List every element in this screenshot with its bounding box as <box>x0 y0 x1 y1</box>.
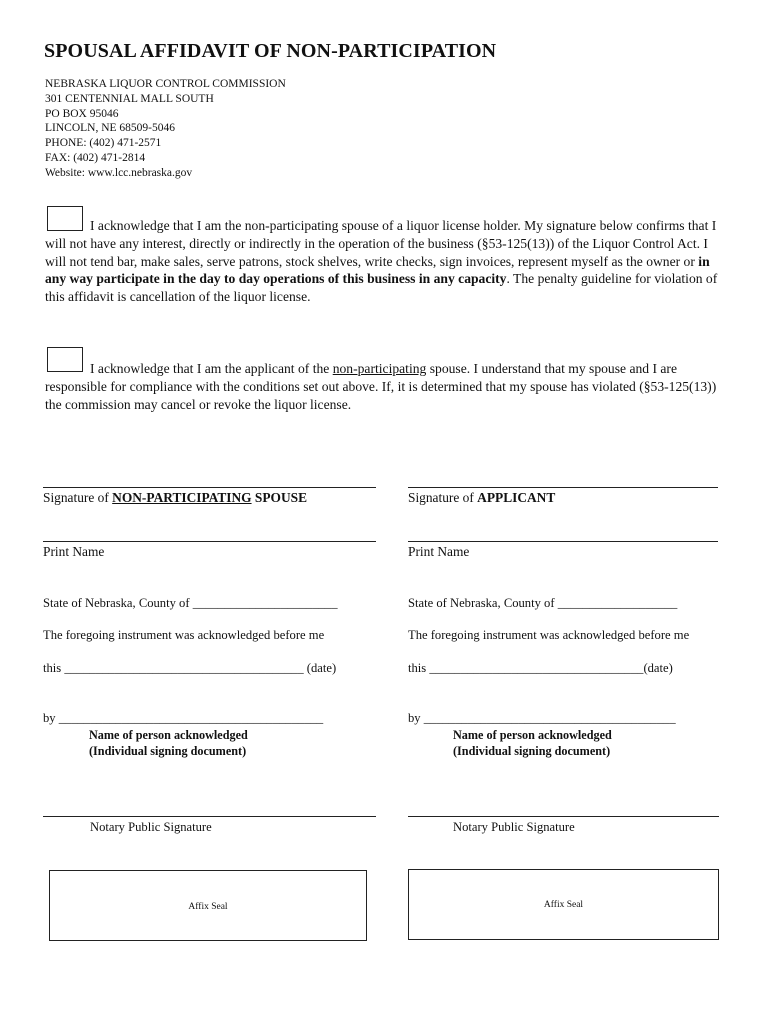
spouse-affix-seal-box <box>49 870 367 941</box>
spouse-affix-seal-label: Affix Seal <box>188 902 228 912</box>
spouse-name-acknowledged-caption <box>89 727 248 759</box>
spouse-foregoing-text: The foregoing instrument was acknowledged before me <box>43 628 325 642</box>
applicant-signature-line[interactable] <box>408 487 718 488</box>
applicant-affix-seal-box <box>408 869 719 940</box>
spouse-signature-label <box>43 490 307 506</box>
spouse-signature-line[interactable] <box>43 487 376 488</box>
applicant-affix-seal-label: Affix Seal <box>543 900 584 910</box>
spouse-sig-bold: SPOUSE <box>251 490 308 505</box>
para2-text-a: I acknowledge that I am the applicant of the <box>90 361 333 376</box>
spouse-print-name-label: Print Name <box>43 544 105 559</box>
spouse-notary-label: Notary Public Signature <box>90 820 212 834</box>
spouse-by-line[interactable]: by __________________________________________ <box>43 711 324 725</box>
street-address: 301 CENTENNIAL MALL SOUTH <box>45 92 214 105</box>
spouse-print-name-line[interactable] <box>43 541 376 542</box>
applicant-print-name-label: Print Name <box>408 544 470 559</box>
applicant-print-name-line[interactable] <box>408 541 718 542</box>
address-block <box>45 77 286 181</box>
po-box: PO BOX 95046 <box>45 107 119 120</box>
applicant-name-ack: Name of person acknowledged <box>453 728 612 742</box>
applicant-individual-signing: (Individual signing document) <box>453 744 611 758</box>
applicant-date-line[interactable]: this __________________________________(date) <box>408 661 673 675</box>
applicant-state-county[interactable]: State of Nebraska, County of ___________________ <box>408 596 678 610</box>
para1-text-bold: in any way participate in the day to day operations of this business in any capacity <box>45 253 710 287</box>
applicant-notary-signature-line[interactable] <box>408 816 719 817</box>
para2-text-b: spouse. I understand that my spouse and I are responsible for compliance with the conditions set out above. If, it is determined that my spouse has violated (§53-125(13)) the commission may cancel or revoke the liquor license. <box>45 361 717 412</box>
applicant-acknowledgement-text <box>45 360 730 413</box>
applicant-signature-label <box>408 490 555 506</box>
applicant-foregoing-text: The foregoing instrument was acknowledged before me <box>408 628 690 642</box>
para1-text-a: I acknowledge that I am the non-participating spouse of a liquor license holder. My signature below confirms that I will not have any interest, directly or indirectly in the operation of the business (§53-125(13)) of the Liquor Control Act. I will not tend bar, make sales, serve patrons, stock shelves, write checks, sign invoices, represent myself as the owner or <box>45 218 717 269</box>
spouse-state-county[interactable]: State of Nebraska, County of _______________________ <box>43 596 338 610</box>
page-title: SPOUSAL AFFIDAVIT OF NON-PARTICIPATION <box>44 40 497 62</box>
applicant-by-line[interactable]: by ________________________________________ <box>408 711 676 725</box>
spouse-acknowledgement-text <box>45 217 730 306</box>
applicant-name-acknowledged-caption <box>453 727 612 759</box>
applicant-sig-prefix: Signature of <box>408 490 478 505</box>
spouse-notary-signature-line[interactable] <box>43 816 376 817</box>
spouse-individual-signing: (Individual signing document) <box>89 744 247 758</box>
spouse-name-ack: Name of person acknowledged <box>89 728 248 742</box>
city-state-zip: LINCOLN, NE 68509-5046 <box>45 122 175 135</box>
fax-number: FAX: (402) 471-2814 <box>45 151 146 164</box>
website: Website: www.lcc.nebraska.gov <box>45 166 193 179</box>
org-name: NEBRASKA LIQUOR CONTROL COMMISSION <box>45 78 286 90</box>
applicant-sig-bold: APPLICANT <box>477 490 556 505</box>
para1-text-b: . The penalty guideline for violation of this affidavit is cancellation of the liquor license. <box>45 271 718 305</box>
spouse-sig-prefix: Signature of <box>43 490 113 505</box>
phone-number: PHONE: (402) 471-2571 <box>45 137 162 150</box>
spouse-date-line[interactable]: this ______________________________________ (date) <box>43 661 337 675</box>
spouse-sig-bold-underline: NON-PARTICIPATING <box>112 490 252 505</box>
applicant-notary-label: Notary Public Signature <box>453 820 575 834</box>
para2-text-underline: non-participating <box>332 361 427 376</box>
